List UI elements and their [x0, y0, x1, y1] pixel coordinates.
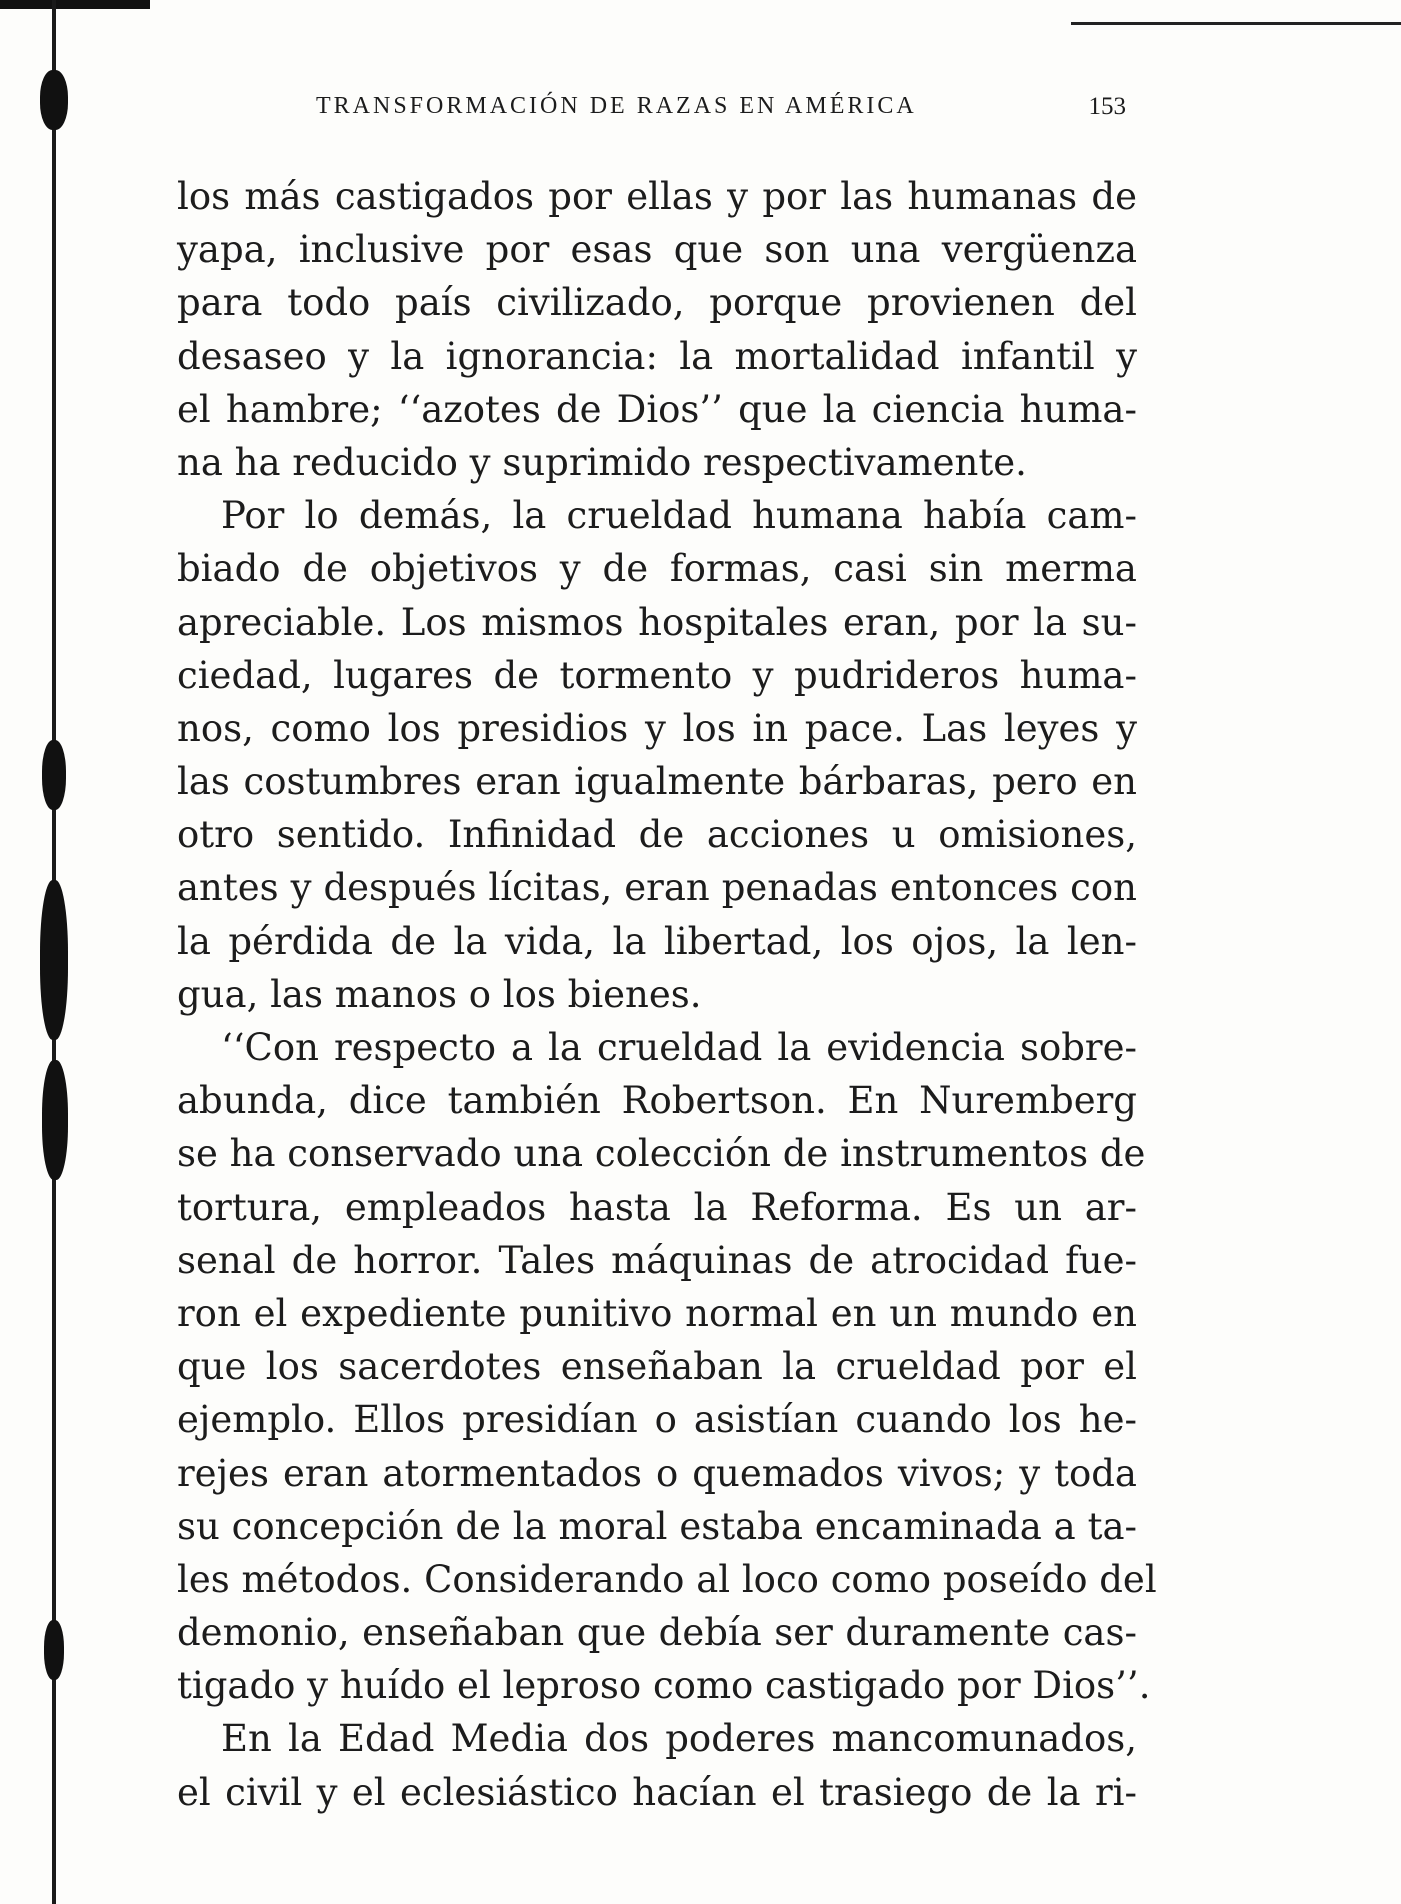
text-line: ejemplo. Ellos presidían o asistían cuando los he-: [177, 1398, 1137, 1442]
text-line: su concepción de la moral estaba encaminada a ta-: [177, 1504, 1137, 1548]
text-line: tortura, empleados hasta la Reforma. Es un ar-: [177, 1185, 1137, 1229]
text-line: ron el expediente punitivo normal en un mundo en: [177, 1291, 1137, 1335]
text-line: abunda, dice también Robertson. En Nuremberg: [177, 1079, 1137, 1123]
text-line: se ha conservado una colección de instrumentos de: [177, 1132, 1146, 1176]
text-line: las costumbres eran igualmente bárbaras, pero en: [177, 760, 1137, 804]
binding-ink-blot: [40, 880, 68, 1040]
text-line: rejes eran atormentados o quemados vivos; y toda: [177, 1451, 1137, 1495]
text-line: ciedad, lugares de tormento y pudrideros huma-: [177, 653, 1137, 697]
running-head: TRANSFORMACIÓN DE RAZAS EN AMÉRICA: [316, 93, 917, 119]
text-line: biado de objetivos y de formas, casi sin merma: [177, 547, 1137, 591]
text-line: na ha reducido y suprimido respectivamente.: [177, 440, 1027, 484]
scan-edge-mark: [0, 0, 150, 9]
text-line: los más castigados por ellas y por las humanas de: [177, 175, 1137, 218]
page-header: [316, 93, 1126, 133]
text-line: senal de horror. Tales máquinas de atrocidad fue-: [177, 1238, 1137, 1282]
text-line: que los sacerdotes enseñaban la crueldad por el: [177, 1345, 1137, 1389]
scan-edge-rule: [1071, 22, 1401, 25]
binding-ink-blot: [40, 70, 68, 130]
text-line: les métodos. Considerando al loco como poseído del: [177, 1557, 1157, 1601]
body-text: [177, 170, 1157, 1819]
text-line: desaseo y la ignorancia: la mortalidad infantil y: [177, 334, 1137, 378]
page-number: 153: [1088, 93, 1126, 120]
text-line: el hambre; ‘‘azotes de Dios’’ que la ciencia huma-: [177, 387, 1137, 431]
text-line: Por lo demás, la crueldad humana había cam-: [221, 494, 1137, 538]
text-line: ‘‘Con respecto a la crueldad la evidencia sobre-: [221, 1026, 1137, 1069]
text-line: la pérdida de la vida, la libertad, los ojos, la len-: [177, 919, 1137, 963]
text-line: yapa, inclusive por esas que son una vergüenza: [177, 228, 1137, 272]
text-line: el civil y el eclesiástico hacían el trasiego de la ri-: [177, 1770, 1137, 1814]
text-line: para todo país civilizado, porque provienen del: [177, 281, 1137, 325]
binding-ink-blot: [42, 1060, 68, 1180]
binding-ink-blot: [42, 740, 66, 810]
text-line: antes y después lícitas, eran penadas entonces con: [177, 866, 1137, 910]
text-line: otro sentido. Infinidad de acciones u omisiones,: [177, 813, 1137, 857]
text-line: gua, las manos o los bienes.: [177, 972, 702, 1016]
text-line: En la Edad Media dos poderes mancomunados,: [221, 1717, 1137, 1761]
text-line: apreciable. Los mismos hospitales eran, por la su-: [177, 600, 1137, 644]
text-line: demonio, enseñaban que debía ser duramente cas-: [177, 1611, 1137, 1655]
text-line: nos, como los presidios y los in pace. Las leyes y: [177, 706, 1137, 750]
binding-ink-blot: [44, 1620, 64, 1680]
text-line: tigado y huído el leproso como castigado por Dios’’.: [177, 1664, 1151, 1708]
